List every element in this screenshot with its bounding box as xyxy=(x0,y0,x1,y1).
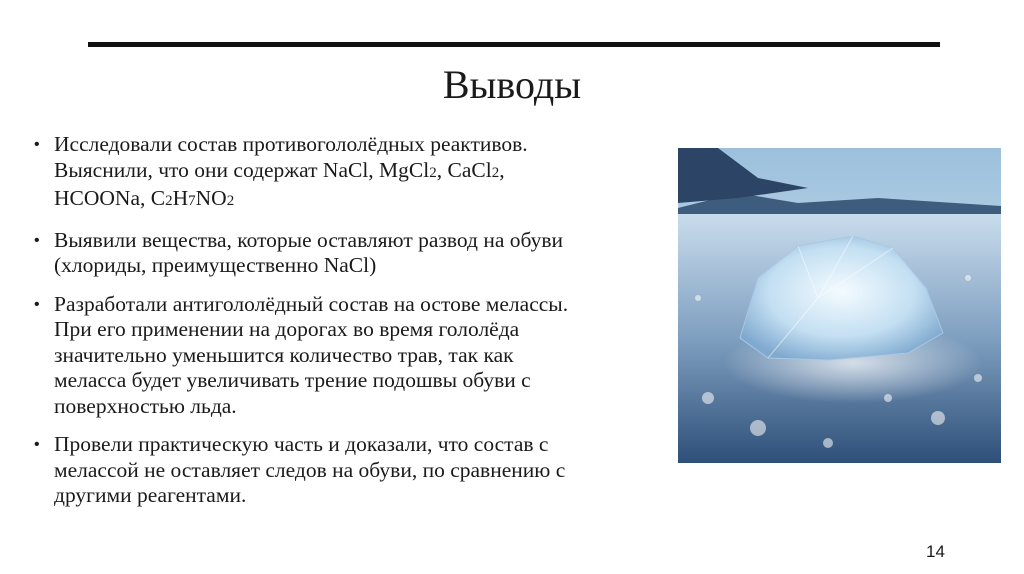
subscript: 7 xyxy=(188,193,196,209)
bullet-line xyxy=(54,186,684,215)
subscript: 2 xyxy=(226,193,235,209)
bullet-line: поверхностью льда. xyxy=(54,393,237,418)
bullet-line: • Провели практическую часть и доказали, что состав с xyxy=(54,432,549,456)
subscript: 2 xyxy=(491,164,500,181)
text-segment: , xyxy=(499,157,505,182)
text-segment: NO xyxy=(195,186,227,210)
bullet-line: • Разработали антигололёдный состав на остове мелассы. xyxy=(54,291,569,316)
bullet-line: При его применении на дорогах во время гололёда xyxy=(54,317,520,341)
bullet-item xyxy=(34,132,684,215)
bullet-line xyxy=(54,158,684,187)
bullet-item xyxy=(34,292,684,420)
bullet-line: меласса будет увеличивать трение подошвы обуви с xyxy=(54,368,531,392)
bullet-list xyxy=(34,132,684,522)
subscript: 2 xyxy=(429,164,437,181)
bullet-item xyxy=(34,228,684,279)
text-segment: Выяснили, что они содержат NaCl, MgCl xyxy=(54,157,430,182)
page-number: 14 xyxy=(926,542,945,561)
text-segment: H xyxy=(172,186,189,210)
bullet-line: • Выявили вещества, которые оставляют развод на обуви xyxy=(54,227,564,252)
text-segment: , CaCl xyxy=(436,157,492,182)
text-segment: HCOONa, C xyxy=(54,186,166,210)
subscript: 2 xyxy=(165,193,173,209)
bullet-item xyxy=(34,432,684,509)
bullet-line: другими реагентами. xyxy=(54,483,247,507)
bullet-line: значительно уменьшится количество трав, так как xyxy=(54,342,514,367)
slide-title: Выводы xyxy=(442,62,582,107)
bullet-line: (хлориды, преимущественно NaCl) xyxy=(54,253,377,277)
ice-photo xyxy=(678,148,1001,463)
bullet-line: мелассой не оставляет следов на обуви, по сравнению с xyxy=(54,457,566,482)
bullet-line: • Исследовали состав противогололёдных реактивов. xyxy=(54,132,528,156)
title-rule xyxy=(88,42,940,47)
